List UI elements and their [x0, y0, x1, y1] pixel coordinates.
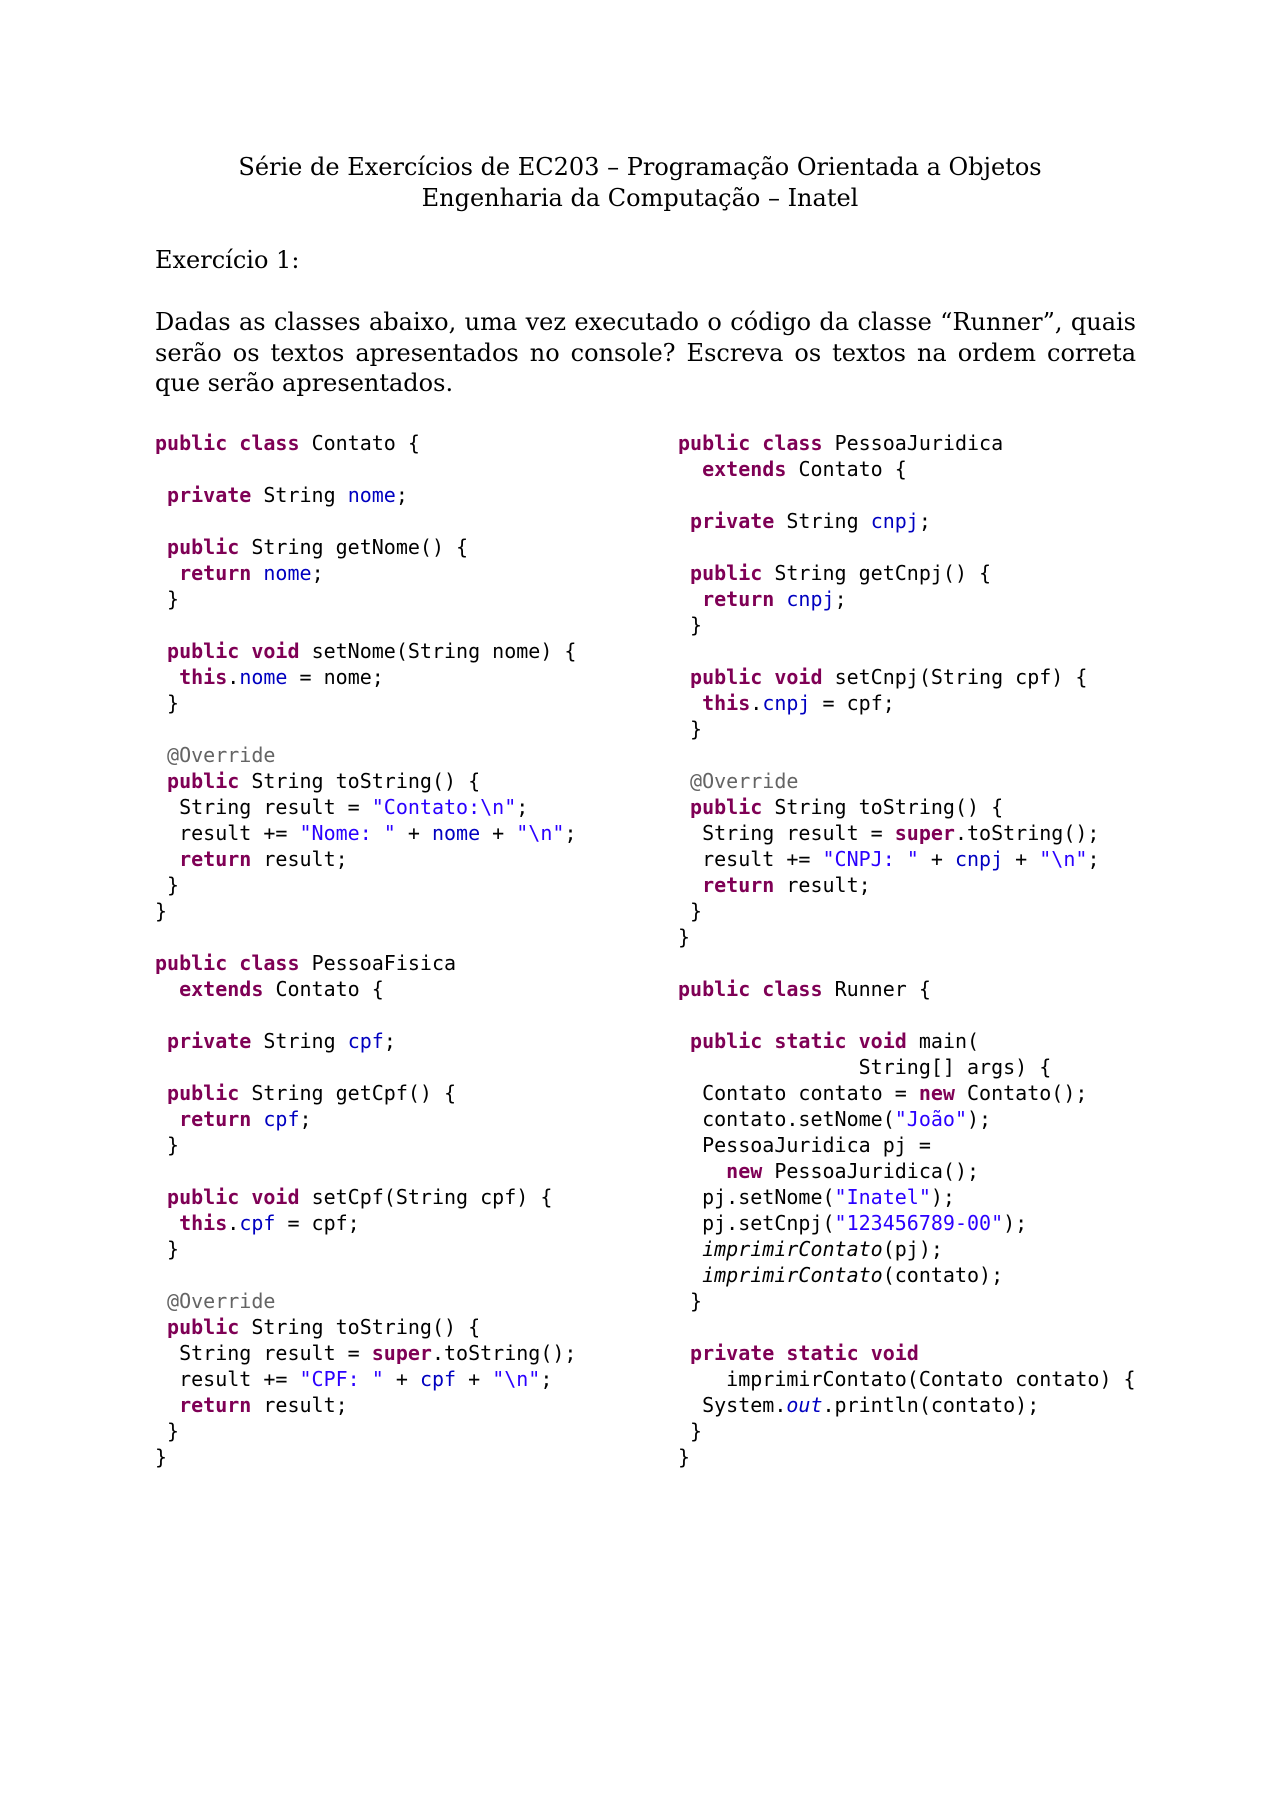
pessoafisica-setter: public void setCpf(String cpf) { this.cpf = cpf; } — [167, 1185, 553, 1261]
contato-class-decl: public class Contato { — [155, 431, 420, 455]
document-header — [0, 152, 1280, 214]
pessoafisica-field: private String cpf; — [167, 1029, 396, 1053]
exercise-question: Dadas as classes abaixo, uma vez executado o código da classe “Runner”, quais serão os textos apresentados no console? Escreva os textos na ordem correta que serão apresentados. — [155, 308, 1136, 397]
code-column-right — [678, 430, 1136, 1470]
course-title: Série de Exercícios de EC203 – Programação Orientada a Objetos — [238, 153, 1042, 181]
exercise-label: Exercício 1: — [155, 246, 300, 274]
pessoajuridica-class-decl: public class PessoaJuridica extends Contato { — [678, 431, 1004, 481]
pessoafisica-class-decl: public class PessoaFisica extends Contato { — [155, 951, 457, 1001]
pessoafisica-tostring: @Override public String toString() { String result = super.toString(); result += "CPF: " + cpf + "\n"; return result; } } — [155, 1289, 577, 1469]
pessoajuridica-setter: public void setCnpj(String cpf) { this.cnpj = cpf; } — [690, 665, 1088, 741]
runner-print-method: private static void imprimirContato(Contato contato) { System.out.println(contato); } } — [678, 1341, 1136, 1469]
contato-setter: public void setNome(String nome) { this.nome = nome; } — [167, 639, 577, 715]
pessoajuridica-field: private String cnpj; — [690, 509, 931, 533]
runner-main: public static void main( String[] args) { Contato contato = new Contato(); contato.setNome("João"); PessoaJuridica pj = new PessoaJuridica(); pj.setNome("Inatel"); pj.setCnpj("123456789-00"); imprimirContato(pj); imprimirContato(contato); } — [690, 1029, 1088, 1313]
contato-tostring: @Override public String toString() { String result = "Contato:\n"; result += "Nome: " + nome + "\n"; return result; } } — [155, 743, 577, 923]
contato-getter: public String getNome() { return nome; } — [167, 535, 469, 611]
pessoajuridica-tostring: @Override public String toString() { String result = super.toString(); result += "CNPJ: " + cnpj + "\n"; return result; } } — [678, 769, 1100, 949]
code-column-left — [155, 430, 576, 1470]
contato-field: private String nome; — [167, 483, 408, 507]
pessoajuridica-getter: public String getCnpj() { return cnpj; } — [690, 561, 992, 637]
runner-class-decl: public class Runner { — [678, 977, 931, 1001]
course-subtitle: Engenharia da Computação – Inatel — [421, 184, 859, 212]
pessoafisica-getter: public String getCpf() { return cpf; } — [167, 1081, 457, 1157]
